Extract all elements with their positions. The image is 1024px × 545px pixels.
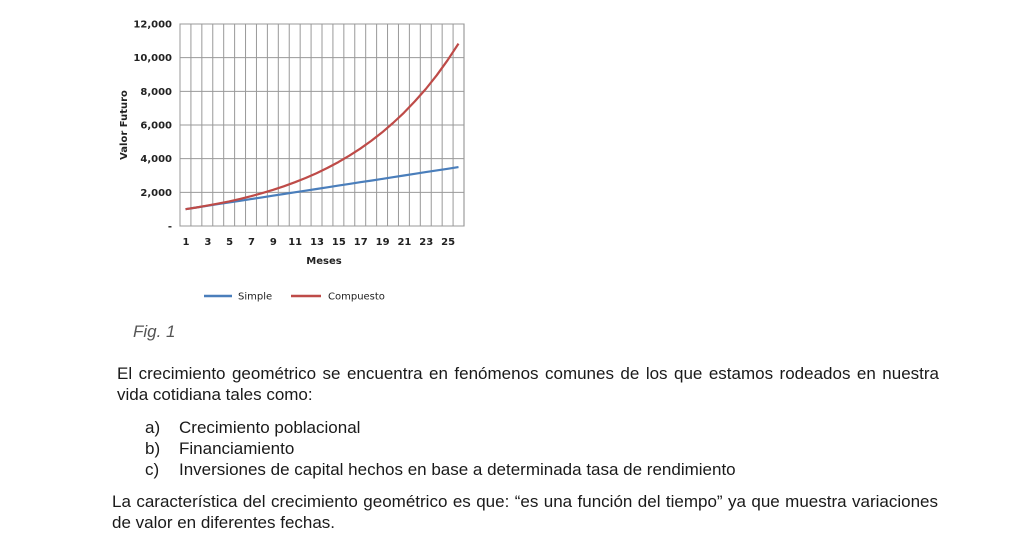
intro-paragraph: El crecimiento geométrico se encuentra en fenómenos comunes de los que estamos rodeados en nuestra vida cotidiana tales como: xyxy=(117,364,939,404)
y-axis-label: Valor Futuro xyxy=(119,90,130,160)
conclusion-paragraph: La característica del crecimiento geométrico es que: “es una función del tiempo” ya que muestra variaciones de valor en diferentes fechas. xyxy=(112,492,938,532)
x-axis-label: Meses xyxy=(306,256,342,267)
legend xyxy=(204,292,385,303)
list-item-label: a) xyxy=(145,418,161,437)
y-tick-labels xyxy=(133,20,172,233)
list-item-text: Crecimiento poblacional xyxy=(179,418,361,437)
x-tick-label: 3 xyxy=(204,237,212,248)
list-item xyxy=(145,459,736,480)
x-tick-label: 19 xyxy=(375,237,390,248)
x-tick-label: 7 xyxy=(248,237,255,248)
list-item-text: Financiamiento xyxy=(179,439,295,458)
y-tick-label: 8,000 xyxy=(140,86,172,98)
y-tick-label: 12,000 xyxy=(133,19,172,31)
x-tick-label: 13 xyxy=(310,237,324,248)
y-tick-label: 6,000 xyxy=(140,120,172,132)
x-tick-label: 9 xyxy=(269,237,277,248)
x-tick-label: 17 xyxy=(353,237,368,248)
list-item-label: b) xyxy=(145,439,161,458)
figure-caption: Fig. 1 xyxy=(133,322,176,341)
x-tick-labels xyxy=(182,237,455,248)
list-item-text: Inversiones de capital hechos en base a determinada tasa de rendimiento xyxy=(179,460,736,479)
x-tick-label: 1 xyxy=(182,237,190,248)
y-tick-label: 4,000 xyxy=(140,154,172,166)
examples-list xyxy=(145,417,736,480)
y-tick-label: 10,000 xyxy=(133,53,172,65)
legend-label-compuesto: Compuesto xyxy=(328,291,385,303)
x-tick-label: 21 xyxy=(397,237,412,248)
x-tick-label: 15 xyxy=(331,237,346,248)
y-tick-label: - xyxy=(167,221,172,233)
y-tick-label: 2,000 xyxy=(140,187,172,199)
list-item-label: c) xyxy=(145,460,160,479)
x-tick-label: 25 xyxy=(441,237,456,248)
x-tick-label: 23 xyxy=(419,237,434,248)
list-item xyxy=(145,438,736,459)
x-tick-label: 11 xyxy=(288,237,303,248)
legend-label-simple: Simple xyxy=(238,291,273,303)
x-tick-label: 5 xyxy=(226,237,234,248)
list-item xyxy=(145,417,736,438)
